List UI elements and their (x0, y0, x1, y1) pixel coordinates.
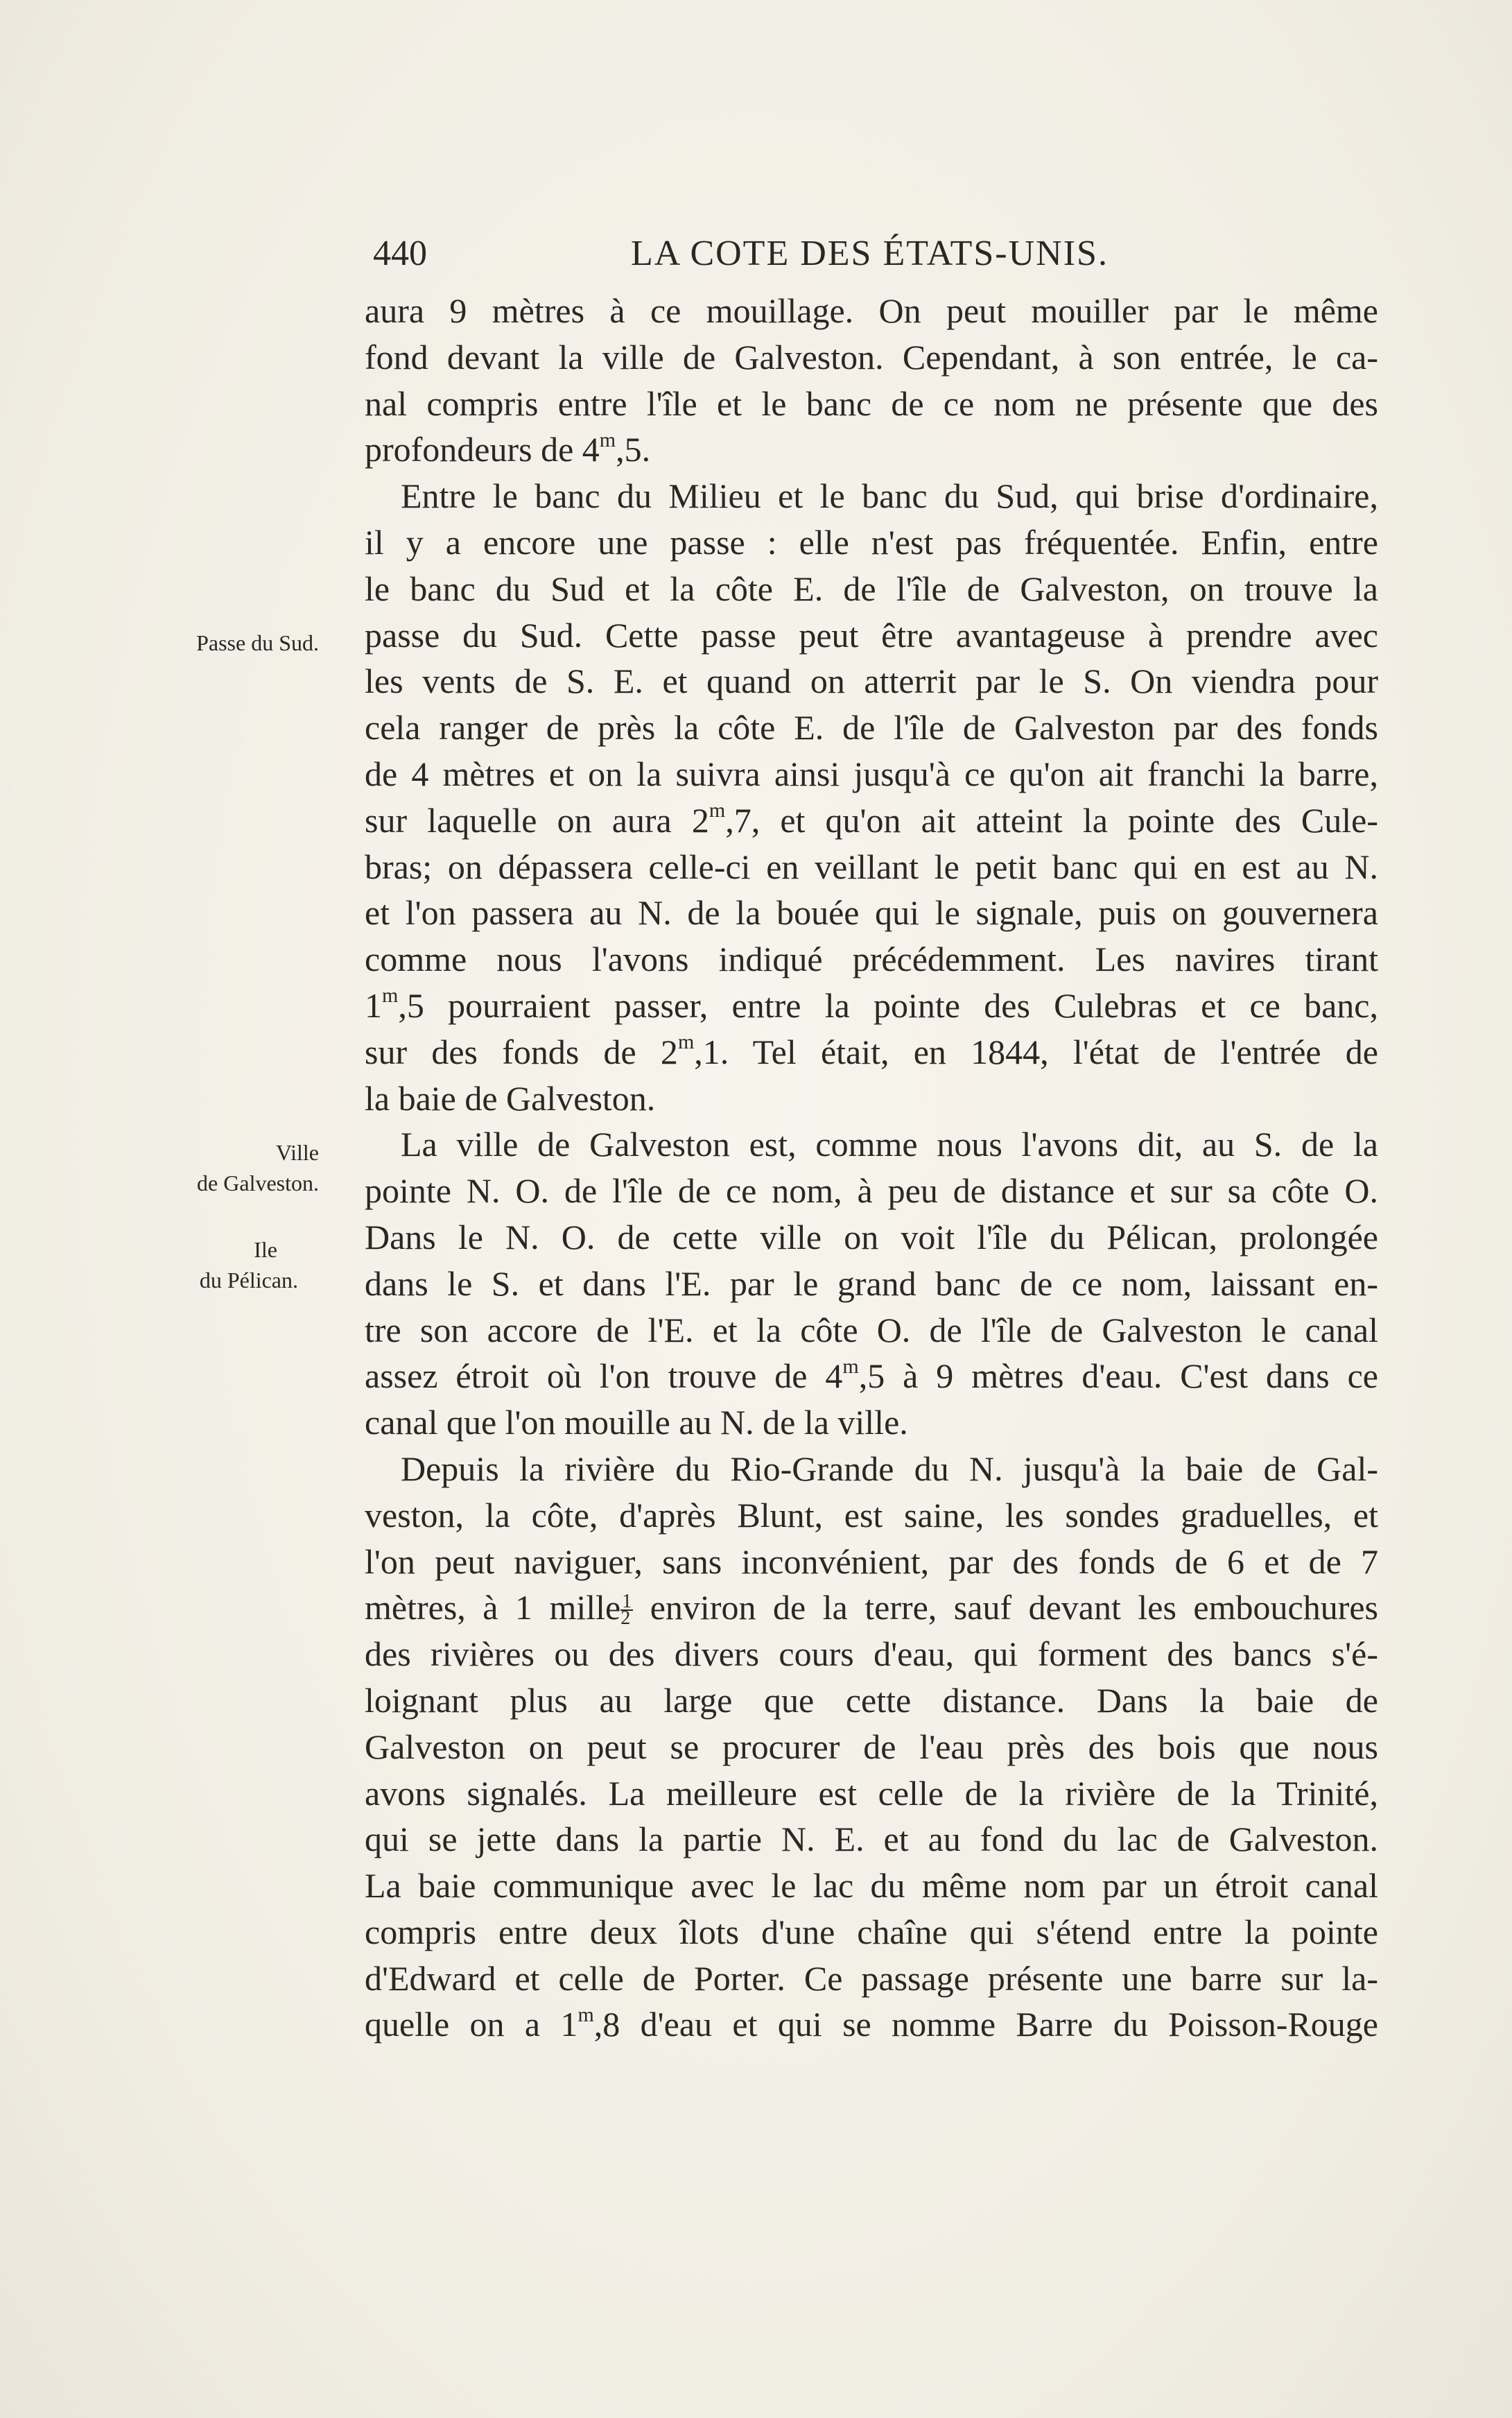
text-fragment: environ de la terre, sauf devant les embouchures (633, 1588, 1378, 1627)
page-number: 440 (373, 234, 427, 273)
margin-note-text: Passe du Sud. (196, 630, 319, 655)
margin-note-ville-de-galveston (132, 1137, 319, 1198)
superscript: m (677, 1030, 695, 1054)
margin-note-line: Ile (254, 1237, 277, 1262)
text-line: veston, la côte, d'après Blunt, est saine, les sondes graduelles, et (365, 1495, 1378, 1535)
margin-note-line: Ville (275, 1140, 319, 1165)
text-fragment: ,5 pourraient passer, entre la pointe des Culebras et ce banc, (398, 985, 1378, 1025)
text-fragment: mètres, à 1 mille (365, 1588, 621, 1627)
text-line: comme nous l'avons indiqué précédemment. Les navires tirant (365, 940, 1378, 979)
superscript: m (842, 1354, 859, 1378)
superscript: m (577, 2003, 594, 2026)
text-fragment: quelle on a 1 (365, 2005, 578, 2044)
margin-note-passe-du-sud (132, 628, 319, 658)
text-line: des rivières ou des divers cours d'eau, qui forment des bancs s'é- (365, 1634, 1378, 1674)
text-line: cela ranger de près la côte E. de l'île de Galveston par des fonds (365, 708, 1378, 748)
text-line: le banc du Sud et la côte E. de l'île de Galveston, on trouve la (365, 569, 1378, 608)
text-line: Dans le N. O. de cette ville on voit l'île du Pélican, prolongée (365, 1217, 1378, 1257)
text-line: aura 9 mètres à ce mouillage. On peut mouiller par le même (365, 291, 1378, 330)
text-fragment: ,5. (616, 430, 651, 469)
text-line (365, 426, 1378, 473)
text-line: loignant plus au large que cette distance. Dans la baie de (365, 1680, 1378, 1720)
text-line: Galveston on peut se procurer de l'eau près des bois que nous (365, 1727, 1378, 1766)
running-title: LA COTE DES ÉTATS-UNIS. (631, 234, 1109, 273)
text-line (365, 1029, 1378, 1076)
text-line: La baie communique avec le lac du même nom par un étroit canal (365, 1866, 1378, 1906)
text-line (365, 983, 1378, 1029)
text-line (365, 1584, 1378, 1631)
text-line (365, 1353, 1378, 1399)
text-line (365, 797, 1378, 844)
text-line: Entre le banc du Milieu et le banc du Sud, qui brise d'ordinaire, (401, 476, 1378, 516)
superscript: m (382, 984, 399, 1008)
text-fragment: ,1. Tel était, en 1844, l'état de l'entrée de (694, 1032, 1378, 1071)
fraction-one-half (620, 1590, 633, 1629)
text-line: tre son accore de l'E. et la côte O. de l'île de Galveston le canal (365, 1310, 1378, 1349)
text-line: de 4 mètres et on la suivra ainsi jusqu'à ce qu'on ait franchi la barre, (365, 754, 1378, 793)
text-line: fond devant la ville de Galveston. Cependant, à son entrée, le ca- (365, 337, 1378, 377)
text-fragment: profondeurs de 4 (365, 430, 600, 469)
body-text (365, 288, 1378, 2048)
text-line (365, 2001, 1378, 2048)
text-line: les vents de S. E. et quand on atterrit par le S. On viendra pour (365, 662, 1378, 701)
fraction-denominator: 2 (620, 1607, 631, 1629)
superscript: m (599, 428, 616, 451)
text-fragment: assez étroit où l'on trouve de 4 (365, 1356, 843, 1396)
text-line: compris entre deux îlots d'une chaîne qui s'étend entre la pointe (365, 1912, 1378, 1951)
text-line: avons signalés. La meilleure est celle de la rivière de la Trinité, (365, 1773, 1378, 1813)
superscript: m (709, 799, 726, 822)
fraction-numerator: 1 (622, 1590, 632, 1612)
text-fragment: 1 (365, 985, 382, 1025)
text-fragment: ,8 d'eau et qui se nomme Barre du Poisson-Rouge (593, 2005, 1378, 2044)
text-line: pointe N. O. de l'île de ce nom, à peu de distance et sur sa côte O. (365, 1171, 1378, 1211)
text-line: bras; on dépassera celle-ci en veillant le petit banc qui en est au N. (365, 847, 1378, 886)
margin-note-ile-du-pelican (111, 1234, 298, 1295)
text-line: il y a encore une passe : elle n'est pas fréquentée. Enfin, entre (365, 522, 1378, 562)
margin-note-line: de Galveston. (197, 1171, 319, 1195)
text-fragment: ,7, et qu'on ait atteint la pointe des Cule- (725, 800, 1378, 840)
text-fragment: ,5 à 9 mètres d'eau. C'est dans ce (858, 1356, 1378, 1396)
text-line: canal que l'on mouille au N. de la ville. (365, 1403, 908, 1442)
text-line: et l'on passera au N. de la bouée qui le signale, puis on gouvernera (365, 893, 1378, 933)
text-line: d'Edward et celle de Porter. Ce passage présente une barre sur la- (365, 1958, 1378, 1998)
text-fragment: sur des fonds de 2 (365, 1032, 678, 1071)
margin-note-line: du Pélican. (199, 1268, 298, 1293)
text-line: qui se jette dans la partie N. E. et au fond du lac de Galveston. (365, 1820, 1378, 1859)
text-line: la baie de Galveston. (365, 1078, 656, 1118)
text-line: nal compris entre l'île et le banc de ce nom ne présente que des (365, 383, 1378, 423)
text-line: l'on peut naviguer, sans inconvénient, par des fonds de 6 et de 7 (365, 1542, 1378, 1581)
text-fragment: sur laquelle on aura 2 (365, 800, 709, 840)
text-line: Depuis la rivière du Rio-Grande du N. jusqu'à la baie de Gal- (401, 1449, 1378, 1488)
page-header (367, 229, 1373, 279)
text-line: passe du Sud. Cette passe peut être avantageuse à prendre avec (365, 615, 1378, 655)
text-line: dans le S. et dans l'E. par le grand banc de ce nom, laissant en- (365, 1263, 1378, 1303)
text-line: La ville de Galveston est, comme nous l'avons dit, au S. de la (401, 1125, 1378, 1164)
